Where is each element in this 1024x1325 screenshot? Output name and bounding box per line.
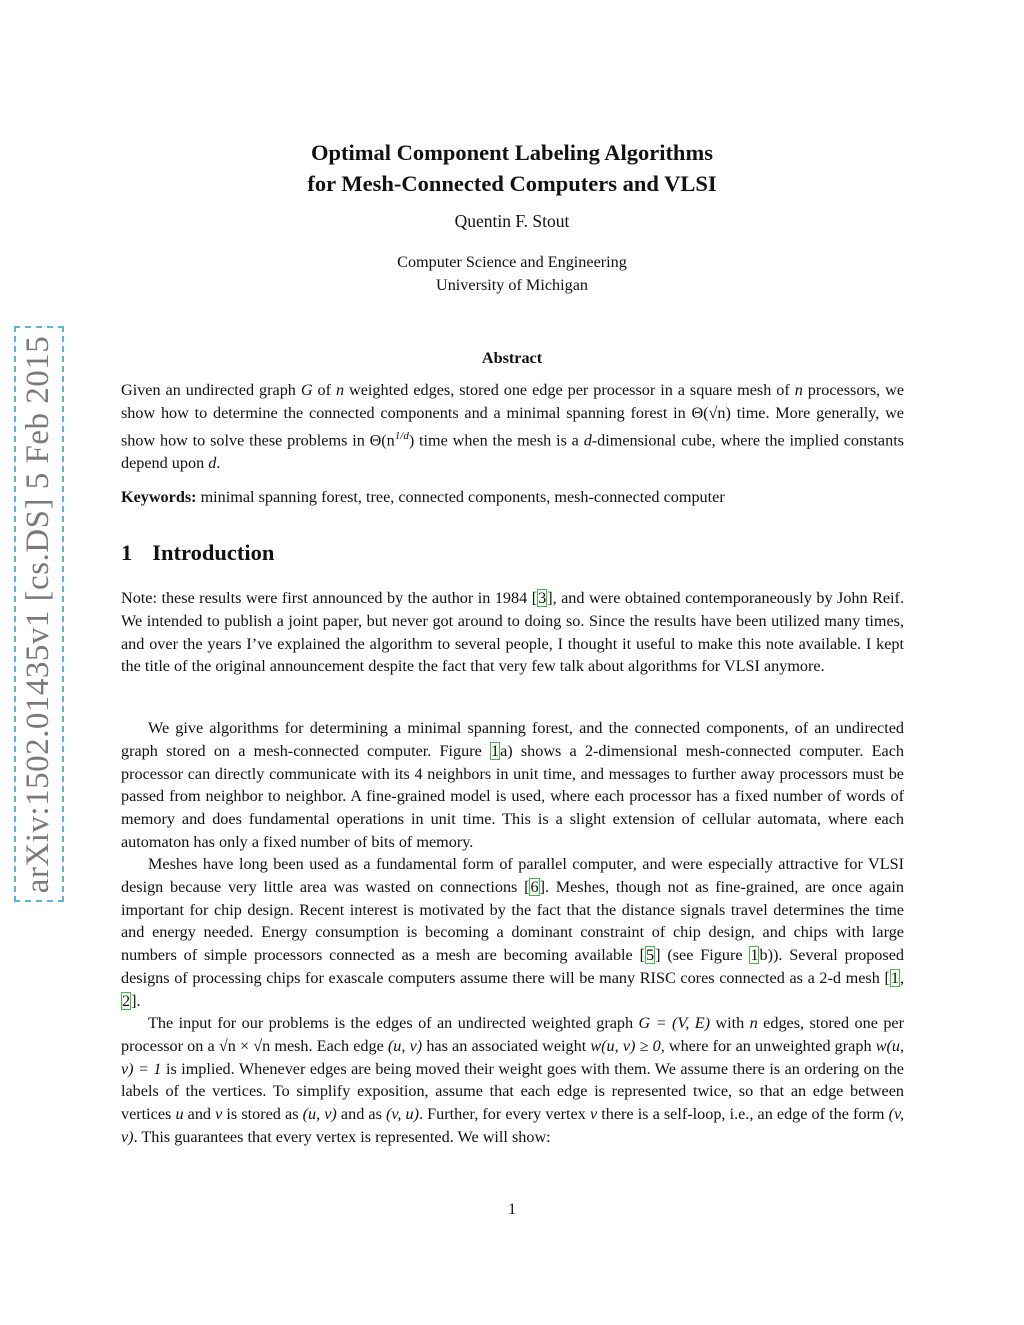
math-unit-weight: w(u, v) = 1 <box>121 1036 905 1078</box>
figure-link[interactable]: 1 <box>490 741 500 760</box>
figure-link[interactable]: 1 <box>750 946 759 965</box>
paragraph-1: Note: these results were first announced by the author in 1984 [3], and were obtained contemporaneously by John Reif. We intended to publish a joint paper, but never got around to doing so. Since the results have been utilized many times, and over the years I’ve explained the algorithm to several people, I thought it useful to make this note available. I kept the title of the original announcement despite the fact that very few talk about algorithms for VLSI anymore. <box>121 589 904 676</box>
arxiv-stamp <box>14 326 64 902</box>
math-v: v <box>215 1105 223 1124</box>
math-d: d <box>208 453 217 472</box>
citation-link[interactable]: 6 <box>530 877 539 896</box>
page-number: 1 <box>507 1200 517 1218</box>
affiliation-line-1: Computer Science and Engineering <box>397 253 627 271</box>
section-title: Introduction <box>152 540 275 565</box>
paragraph-4: The input for our problems is the edges of an undirected weighted graph G = (V, E) with n edges, stored one per processor on a √n × √n mesh. Each edge (u, v) has an associated weight w(u, v) ≥ 0, where for an unweighted graph w(u, v) = 1 is implied. Whenever edges are being moved their weight goes with them. We assume there is an ordering on the labels of the vertices. To simplify exposition, assume that each edge is represented twice, so that an edge between vertices u and v is stored as (u, v) and as (v, u). Further, for every vertex v there is a self-loop, i.e., an edge of the form (v, v). This guarantees that every vertex is represented. We will show: <box>121 1014 905 1146</box>
abstract-body: Given an undirected graph G of n weighted edges, stored one edge per processor in a square mesh of n processors, we show how to determine the connected components and a minimal spanning forest in Θ(√n) time. More generally, we show how to solve these problems in $\Theta(n^{1/d})$ time when the mesh is a d-dimensional cube, where the implied constants depend upon d. <box>121 381 905 472</box>
citation-link[interactable]: 2 <box>122 991 131 1010</box>
paragraph-2: We give algorithms for determining a minimal spanning forest, and the connected components, of an undirected graph stored on a mesh-connected computer. Figure 1a) shows a 2-dimensional mesh-connected computer. Each processor can directly communicate with its 4 neighbors in unit time, and messages to further away processors must be passed from neighbor to neighbor. A fine-grained model is used, where each processor has a fixed number of words of memory and does fundamental operations in unit time. This is a slight extension of cellular automata, where each automaton has only a fixed number of bits of memory. <box>121 719 904 851</box>
math-edge: (u, v) <box>387 1036 423 1055</box>
section-heading-introduction <box>121 540 274 566</box>
citation-link[interactable]: 3 <box>538 589 547 607</box>
math-edge-vu: (v, u) <box>386 1105 420 1124</box>
math-u: u <box>175 1105 184 1124</box>
keywords-line <box>121 488 725 507</box>
citation-link[interactable]: 5 <box>646 946 655 965</box>
math-weight: w(u, v) ≥ 0 <box>590 1036 661 1055</box>
keywords-text: minimal spanning forest, tree, connected components, mesh-connected computer <box>196 488 725 506</box>
math-d: d <box>583 430 592 449</box>
abstract-heading: Abstract <box>481 349 543 367</box>
author-name: Quentin F. Stout <box>454 211 570 231</box>
math-exponent: 1/d <box>394 429 409 442</box>
math-v: v <box>589 1105 598 1124</box>
keywords-label: Keywords: <box>121 488 197 506</box>
math-n: n <box>794 381 803 399</box>
paragraph-3: Meshes have long been used as a fundamental form of parallel computer, and were especially attractive for VLSI design because very little area was wasted on connections [6]. Meshes, though not as fine-grained, are once again important for chip design. Recent interest is motivated by the fact that the distance signals travel determines the time and energy needed. Energy consumption is becoming a dominant constraint of chip design, and chips with large numbers of simple processors connected as a mesh are becoming available [5] (see Figure 1b)). Several proposed designs of processing chips for exascale computers assume there will be many RISC cores connected as a 2-d mesh [1, 2]. <box>121 855 904 1010</box>
math-G: G <box>300 381 313 399</box>
math-edge-uv: (u, v) <box>302 1105 337 1124</box>
math-n: n <box>749 1014 758 1032</box>
affiliation-line-2: University of Michigan <box>436 276 588 294</box>
arxiv-stamp-text: arXiv:1502.01435v1 [cs.DS] 5 Feb 2015 <box>20 335 57 893</box>
citation-link[interactable]: 1 <box>890 968 899 987</box>
math-n: n <box>336 381 345 399</box>
section-number: 1 <box>121 540 133 565</box>
paper-title-line-2: for Mesh-Connected Computers and VLSI <box>307 171 717 196</box>
paper-title-line-1: Optimal Component Labeling Algorithms <box>311 140 713 165</box>
math-self-loop: (v, v) <box>121 1105 905 1146</box>
math-graph: G = (V, E) <box>638 1014 710 1032</box>
